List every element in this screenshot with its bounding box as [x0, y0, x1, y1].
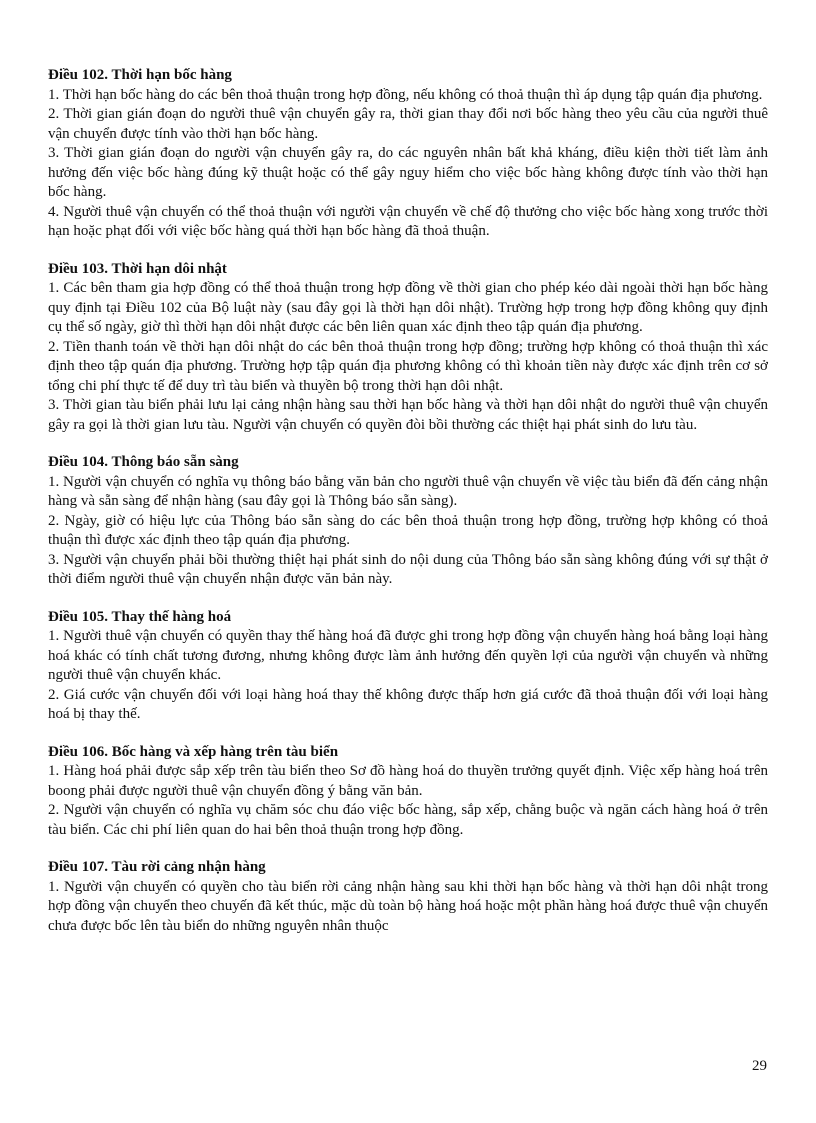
article-heading: Điều 102. Thời hạn bốc hàng: [48, 67, 232, 83]
article-107: [48, 858, 768, 936]
article-heading: Điều 104. Thông báo sẵn sàng: [48, 454, 239, 470]
page-number: 29: [752, 1058, 767, 1074]
article-paragraph: 1. Hàng hoá phải được sắp xếp trên tàu biển theo Sơ đồ hàng hoá do thuyền trưởng quyết định. Việc xếp hàng hoá trên boong phải được người thuê vận chuyển đồng ý bằng văn bản.: [48, 763, 768, 799]
article-paragraph: 2. Ngày, giờ có hiệu lực của Thông báo sẵn sàng do các bên thoả thuận trong hợp đồng, trường hợp không có thoả thuận thì được xác định theo tập quán địa phương.: [48, 512, 768, 548]
article-102: [48, 66, 768, 242]
article-105: [48, 608, 768, 725]
article-paragraph: 2. Người vận chuyển có nghĩa vụ chăm sóc chu đáo việc bốc hàng, sắp xếp, chằng buộc và ngăn cách hàng hoá ở trên tàu biển. Các chi phí liên quan do hai bên thoả thuận trong hợp đồng.: [48, 802, 768, 838]
article-paragraph: 1. Thời hạn bốc hàng do các bên thoả thuận trong hợp đồng, nếu không có thoả thuận thì áp dụng tập quán địa phương.: [48, 86, 763, 103]
document-page: [48, 66, 768, 954]
article-heading: Điều 105. Thay thế hàng hoá: [48, 608, 232, 625]
article-paragraph: 1. Người thuê vận chuyển có quyền thay thế hàng hoá đã được ghi trong hợp đồng vận chuyển hàng hoá bằng loại hàng hoá khác có tính chất tương đương, nhưng không được làm ảnh hưởng đến quyền lợi của người vận chuyển và những người thuê vận chuyển khác.: [48, 628, 768, 683]
article-paragraph: 3. Thời gian gián đoạn do người vận chuyển gây ra, do các nguyên nhân bất khả kháng, điều kiện thời tiết làm ảnh hưởng đến việc bốc hàng đúng kỹ thuật hoặc có thể gây nguy hiểm cho việc bốc hàng không được tính vào thời hạn bốc hàng.: [48, 145, 768, 200]
article-heading: Điều 107. Tàu rời cảng nhận hàng: [48, 859, 266, 875]
article-paragraph: 3. Người vận chuyển phải bồi thường thiệt hại phát sinh do nội dung của Thông báo sẵn sàng không đúng với sự thật ở thời điểm người thuê vận chuyển nhận được văn bản này.: [48, 551, 768, 587]
article-paragraph: 1. Các bên tham gia hợp đồng có thể thoả thuận trong hợp đồng về thời gian cho phép kéo dài ngoài thời hạn bốc hàng quy định tại Điều 102 của Bộ luật này (sau đây gọi là thời hạn dôi nhật). Trường hợp trong hợp đồng không quy định cụ thể số ngày, giờ thì thời hạn dôi nhật được các bên liên quan xác định theo tập quán địa phương.: [48, 280, 768, 335]
article-103: [48, 260, 768, 436]
article-heading: Điều 106. Bốc hàng và xếp hàng trên tàu biển: [48, 743, 339, 760]
article-paragraph: 2. Tiền thanh toán về thời hạn dôi nhật do các bên thoả thuận trong hợp đồng; trường hợp không có thoả thuận thì xác định theo tập quán địa phương. Trường hợp tập quán địa phương không có thì khoản tiền này được xác định trên cơ sở tổng chi phí thực tế để duy trì tàu biển và thuyền bộ trong thời hạn dôi nhật.: [48, 338, 768, 394]
article-104: [48, 453, 768, 590]
article-paragraph: 4. Người thuê vận chuyển có thể thoả thuận với người vận chuyển về chế độ thưởng cho việc bốc hàng xong trước thời hạn hoặc phạt đối với việc bốc hàng quá thời hạn bốc hàng đã thoả thuận.: [48, 203, 768, 239]
article-heading: Điều 103. Thời hạn dôi nhật: [48, 260, 227, 277]
article-106: [48, 743, 768, 841]
article-paragraph: 3. Thời gian tàu biển phải lưu lại cảng nhận hàng sau thời hạn bốc hàng và thời hạn dôi nhật do người thuê vận chuyển gây ra gọi là thời gian lưu tàu. Người vận chuyển có quyền đòi bồi thường các thiệt hại phát sinh do lưu tàu.: [48, 397, 768, 433]
article-paragraph: 1. Người vận chuyển có quyền cho tàu biển rời cảng nhận hàng sau khi thời hạn bốc hàng và thời hạn dôi nhật trong hợp đồng vận chuyển theo chuyến đã kết thúc, mặc dù toàn bộ hàng hoá hoặc một phần hàng hoá được thuê vận chuyển chưa được bốc lên tàu biển do những nguyên nhân thuộc: [48, 878, 768, 934]
article-paragraph: 2. Giá cước vận chuyển đối với loại hàng hoá thay thế không được thấp hơn giá cước đã thoả thuận đối với loại hàng hoá bị thay thế.: [48, 686, 768, 722]
article-paragraph: 1. Người vận chuyển có nghĩa vụ thông báo bằng văn bản cho người thuê vận chuyển về việc tàu biển đã đến cảng nhận hàng và sẵn sàng để nhận hàng (sau đây gọi là Thông báo sẵn sàng).: [48, 473, 768, 509]
article-paragraph: 2. Thời gian gián đoạn do người thuê vận chuyển gây ra, thời gian thay đổi nơi bốc hàng theo yêu cầu của người thuê vận chuyển được tính vào thời hạn bốc hàng.: [48, 106, 768, 142]
